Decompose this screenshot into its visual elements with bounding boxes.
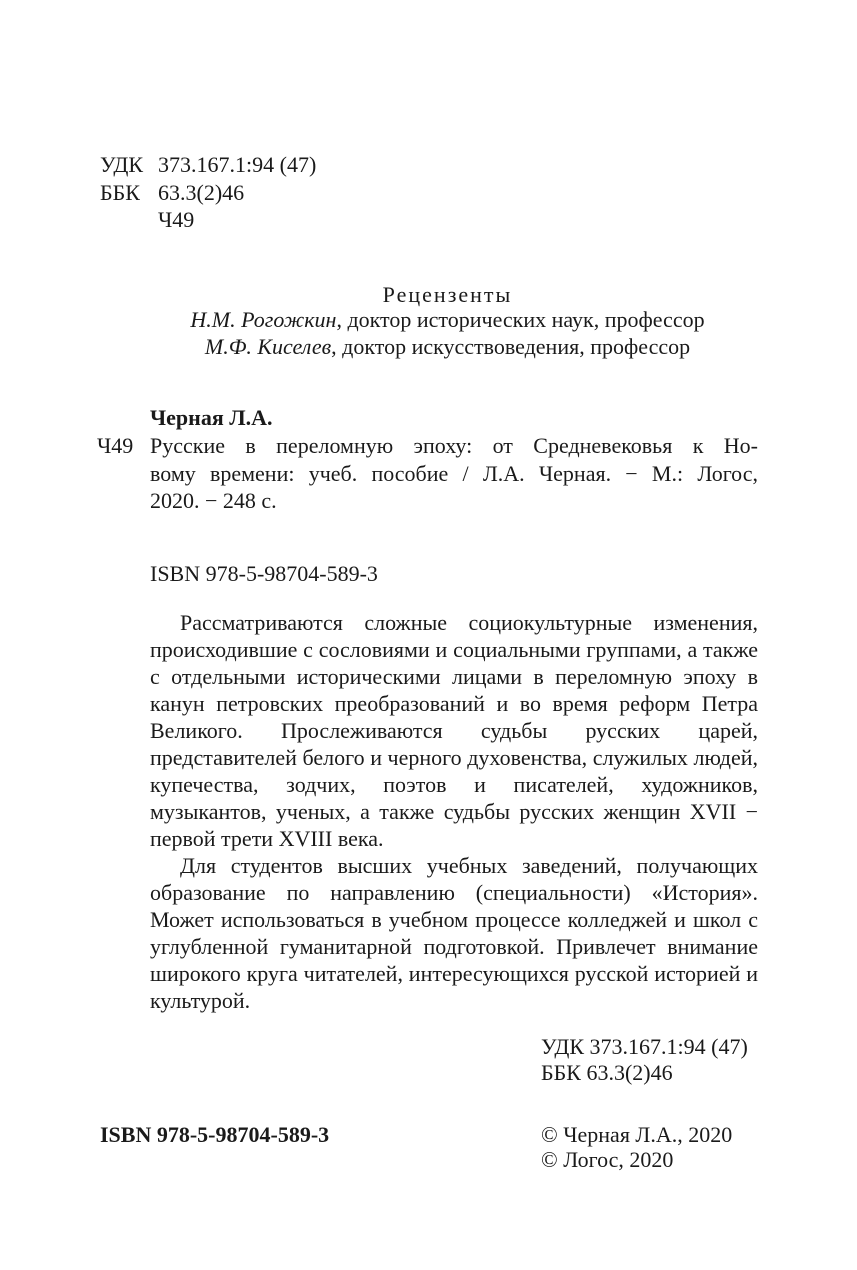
copyright-publisher: © Логос, 2020 [541, 1147, 674, 1172]
isbn-bold: ISBN 978-5-98704-589-3 [100, 1122, 330, 1147]
book-author: Черная Л.А. [150, 405, 273, 430]
reviewer-1 [0, 307, 857, 333]
footer-udk: УДК 373.167.1:94 (47) [541, 1034, 748, 1059]
bbk-label: ББК [100, 180, 140, 205]
reviewer-2-name: М.Ф. Киселев [204, 334, 332, 359]
isbn-line: ISBN 978-5-98704-589-3 [150, 561, 378, 586]
annotation-paragraph: Для студентов высших учебных заведений, получающих образование по направлению (специальности) «История». Может использоваться в учебном процессе колледжей и школ с углубленной гуманитарной подготовкой. Привлечет внимание широкого круга читателей, интересующихся русской историей и культурой. [150, 853, 758, 1013]
biblio-line-2: вому времени: учеб. пособие / Л.А. Черная. − М.: Логос, [150, 461, 758, 486]
author-mark: Ч49 [158, 207, 195, 232]
biblio-line-1: Русские в переломную эпоху: от Средневековья к Но- [150, 433, 758, 458]
bbk-code [100, 180, 244, 206]
udk-label: УДК [100, 152, 144, 177]
annotation [150, 609, 758, 1014]
udk-value: 373.167.1:94 (47) [158, 152, 317, 177]
udk-code [100, 152, 316, 178]
copyright-author: © Черная Л.А., 2020 [541, 1122, 733, 1147]
reviewer-1-title: , доктор исторических наук, профессор [336, 307, 705, 332]
biblio-line-3: 2020. − 248 с. [150, 488, 277, 513]
bbk-value: 63.3(2)46 [158, 180, 245, 205]
reviewer-1-name: Н.М. Рогожкин [190, 307, 337, 332]
reviewer-2 [0, 334, 857, 360]
reviewers-heading: Рецензенты [382, 282, 513, 307]
annotation-paragraph: Рассматриваются сложные социокультурные изменения, происходившие с сословиями и социальными группами, а также с отдельными историческими лицами в переломную эпоху в канун петровских преобразований и во время реформ Петра Великого. Прослеживаются судьбы русских царей, представителей белого и черного духовенства, служилых людей, купечества, зодчих, поэтов и писателей, художников, музыкантов, ученых, а также судьбы русских женщин XVII − первой трети XVIII века. [150, 610, 758, 851]
reviewer-2-title: , доктор искусствоведения, профессор [331, 334, 691, 359]
footer-bbk: ББК 63.3(2)46 [541, 1060, 673, 1085]
shelf-mark: Ч49 [97, 433, 134, 458]
